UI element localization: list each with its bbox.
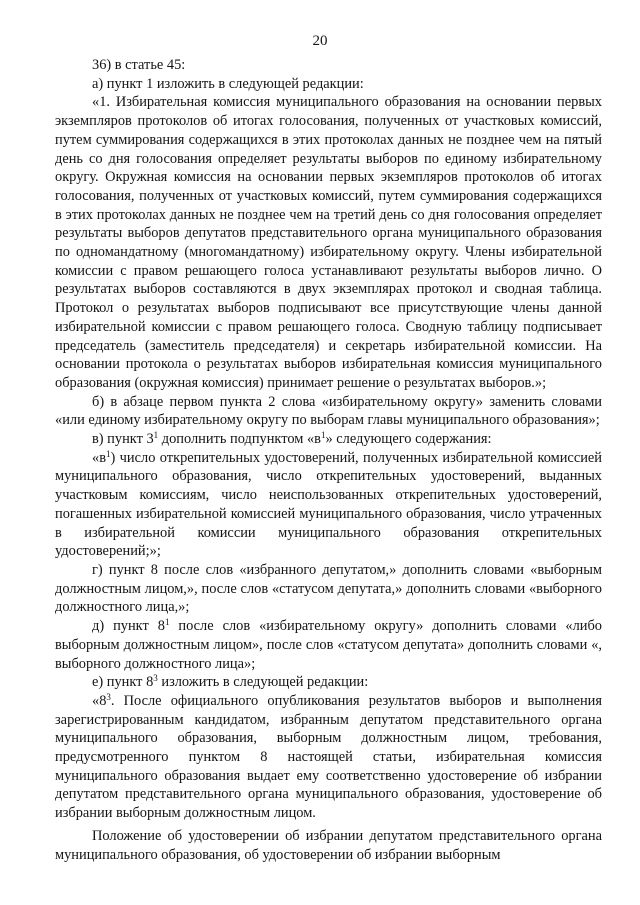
paragraph-p11 [55, 827, 602, 864]
paragraph-p5 [55, 430, 602, 449]
text-run: » следующего содержания: [325, 431, 492, 448]
text-run: после слов «избирательному округу» дополнить словами «либо выборным должностным лицом», после слов «статусом депутата» дополнить словами «, выборного должностного лица»; [55, 618, 602, 672]
paragraph-p2 [55, 75, 602, 94]
text-run: «8 [92, 692, 107, 709]
text-run: . После официального опубликования результатов выборов и выполнения зарегистрированным кандидатом, избранным депутатом представительного органа муниципального образования, выборным должностным лицом, требования, предусмотренного пунктом 8 настоящей статьи, избирательная комиссия муниципального образования выдает ему соответственно удостоверение об избрании депутатом представительного органа муниципального образования, удостоверение об избрании выборным должностным лицом. [55, 692, 602, 822]
paragraph-p1 [55, 56, 602, 75]
paragraph-p4 [55, 393, 602, 430]
text-run: изложить в следующей редакции: [157, 674, 369, 691]
superscript-index: 1 [320, 430, 326, 441]
paragraph-p7 [55, 561, 602, 617]
text-run: в) пункт 3 [92, 431, 154, 448]
text-run: 36) в статье 45: [92, 57, 186, 73]
paragraph-p6 [55, 449, 602, 561]
superscript-index: 1 [164, 617, 170, 628]
text-run: д) пункт 8 [92, 618, 165, 635]
text-run: «1. Избирательная комиссия муниципального образования на основании первых экземпляров протоколов об итогах голосования, полученных от участковых комиссий, путем суммирования содержащихся в этих протоколах данных не позднее чем на пятый день со дня голосования определяет результаты выборов по единому избирательному округу. Окружная комиссия на основании первых экземпляров протоколов об итогах голосования, полученных от участковых комиссий, путем суммирования содержащихся в этих протоколах данных не позднее чем на третий день со дня голосования определяет результаты выборов депутатов представительного органа муниципального образования по одномандатному (многомандатному) избирательному округу. Члены избирательной комиссии с правом решающего голоса устанавливают результаты выборов лично. О результатах выборов составляются в двух экземплярах протокол и сводная таблица. Протокол о результатах выборов подписывают все присутствующие члены данной избирательной комиссии с правом решающего голоса. Сводную таблицу подписывает председатель (заместитель председателя) и секретарь избирательной комиссии. На основании протокола о результатах выборов избирательная комиссия муниципального образования (окружная комиссия) принимает решение о результатах выборов.»; [55, 94, 602, 391]
text-run: а) пункт 1 изложить в следующей редакции: [92, 75, 364, 92]
document-body [55, 56, 602, 864]
text-run: Положение об удостоверении об избрании депутатом представительного органа муниципального образования, об удостоверении об избрании выборным [55, 827, 602, 863]
superscript-index: 1 [106, 448, 111, 459]
paragraph-p9 [55, 673, 602, 692]
superscript-index: 3 [153, 673, 158, 684]
text-run: е) пункт 8 [92, 674, 154, 691]
page-number: 20 [312, 33, 328, 49]
text-run: г) пункт 8 после слов «избранного депутатом,» дополнить словами «выборным должностным лицом,», после слов «статусом депутата,» дополнить словами «выборного должностного лица,»; [55, 561, 602, 616]
superscript-index: 3 [106, 691, 111, 702]
paragraph-p8 [55, 617, 602, 673]
paragraph-p3 [55, 93, 602, 392]
text-run: дополнить подпунктом «в [158, 431, 321, 448]
superscript-index: 1 [153, 430, 159, 441]
text-run: «в [92, 449, 106, 466]
paragraph-p10 [55, 692, 602, 823]
text-run: ) число открепительных удостоверений, полученных избирательной комиссией муниципального образования, число открепительных удостоверений, выданных участковым комиссиям, число неиспользованных открепительных удостоверений, погашенных избирательной комиссией муниципального образования, число утраченных в избирательной комиссии муниципального образования открепительных удостоверений;»; [55, 449, 602, 560]
text-run: б) в абзаце первом пункта 2 слова «избирательному округу» заменить словами «или единому избирательному округу по выборам главы муниципального образования»; [55, 393, 602, 429]
